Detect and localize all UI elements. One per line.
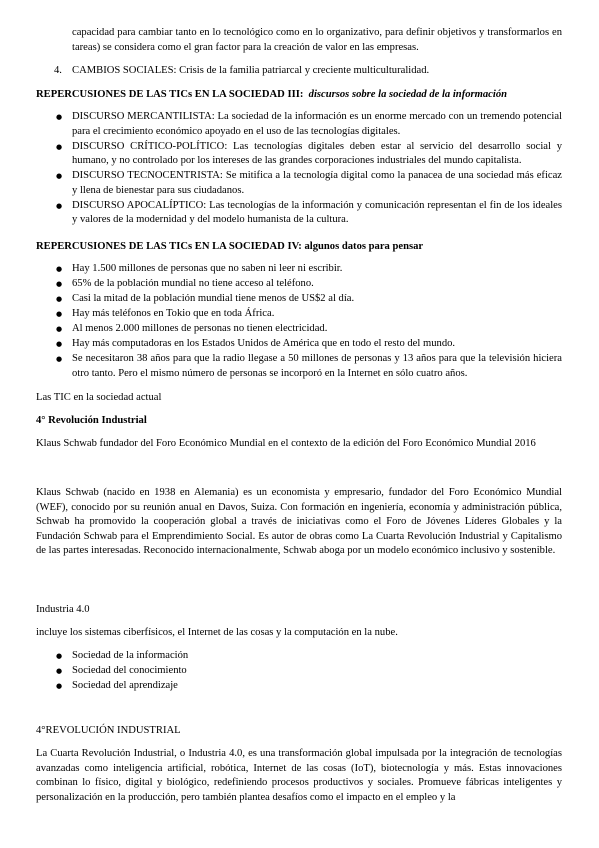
final-paragraph: La Cuarta Revolución Industrial, o Industria 4.0, es una transformación global impulsada por la integración de tecnologías avanzadas como inteligencia artificial, robótica, Internet de las cosas (IoT), biotecnología y más. Estas innovaciones combinan lo físico, digital y biológico, redefiniendo procesos productivos y sociales. Promueve fábricas inteligentes y personalización en la producción, pero también plantea desafíos como el impacto en el empleo y la	[36, 748, 562, 803]
list-item: ● Hay más computadoras en los Estados Unidos de América que en todo el resto del mundo.	[36, 337, 562, 352]
bullet-icon: ●	[56, 172, 63, 180]
heading-bold-part: REPERCUSIONES DE LAS TICs EN LA SOCIEDAD IV:	[36, 241, 302, 252]
heading-rest-part: algunos datos para pensar	[304, 241, 424, 252]
industria-label: Industria 4.0	[36, 604, 90, 615]
list-item: ● DISCURSO APOCALÍPTICO: Las tecnologías de la información y comunicación representan el fin de los ideales y valores de la modernidad y del modelo humanista de la cultura.	[56, 199, 562, 225]
revolution-heading-2: 4°REVOLUCIÓN INDUSTRIAL	[36, 725, 181, 736]
list-item: ● Sociedad del conocimiento	[36, 664, 562, 679]
list-item: ● Al menos 2.000 millones de personas no tienen electricidad.	[36, 322, 562, 337]
item-number: 4.	[54, 65, 62, 76]
bullet-icon: ●	[56, 113, 63, 121]
list-item: ● Se necesitaron 38 años para que la radio llegase a 50 millones de personas y 13 años para que la televisión hiciera otro tanto. Pero el mismo número de personas se incorporó en la Internet en sólo cuatro años.	[56, 353, 562, 379]
bullet-icon: ●	[56, 682, 63, 690]
continuation-paragraph: capacidad para cambiar tanto en lo tecnológico como en lo organizativo, para definir objetivos y transformarlos en tareas) se considera como el gran factor para la creación de valor en las empresas.	[72, 27, 562, 53]
list-item: ● Sociedad del aprendizaje	[36, 679, 562, 694]
industria-includes: incluye los sistemas ciberfísicos, el Internet de las cosas y la computación en la nube.	[36, 627, 398, 638]
bullet-icon: ●	[56, 310, 63, 318]
list-item: ● Hay 1.500 millones de personas que no saben ni leer ni escribir.	[36, 262, 562, 277]
bullet-icon: ●	[56, 142, 63, 151]
discourse-list	[36, 110, 562, 228]
list-item: ● DISCURSO TECNOCENTRISTA: Se mitifica a la tecnología digital como la panacea de una sociedad más eficaz y llena de bienestar para sus ciudadanos.	[56, 170, 562, 196]
facts-list	[36, 262, 562, 382]
bullet-icon: ●	[56, 280, 63, 288]
bullet-icon: ●	[56, 325, 63, 333]
list-item: ● Sociedad de la información	[36, 649, 562, 664]
schwab-caption: Klaus Schwab fundador del Foro Económico Mundial en el contexto de la edición del Foro Económico Mundial 2016	[36, 438, 536, 449]
bullet-icon: ●	[56, 201, 63, 210]
society-list	[36, 649, 562, 694]
section-heading-3	[36, 88, 507, 103]
list-item: ● Hay más teléfonos en Tokio que en toda África.	[36, 307, 562, 322]
numbered-item-4	[54, 64, 429, 79]
list-item: ● Casi la mitad de la población mundial tiene menos de US$2 al día.	[36, 292, 562, 307]
bullet-icon: ●	[56, 295, 63, 303]
list-item: ● DISCURSO CRÍTICO-POLÍTICO: Las tecnologías digitales deben estar al servicio del desarrollo social y humano, y no controlado por los intereses de las grandes corporaciones industriales del mundo capitalista.	[56, 140, 562, 166]
schwab-bio: Klaus Schwab (nacido en 1938 en Alemania) es un economista y empresario, fundador del Foro Económico Mundial (WEF), conocido por su reunión anual en Davos, Suiza. Con formación en ingeniería, economía y administración pública, Schwab ha promovido la cooperación global a través de iniciativas como el Foro de Jóvenes Líderes Globales y la Fundación Schwab para el Emprendimiento Social. Es autor de obras como La Cuarta Revolución Industrial y Capitalismo de las partes interesadas. Reconocido internacionalmente, Schwab aboga por un modelo económico inclusivo y sostenible.	[36, 487, 562, 556]
section-heading-4	[36, 240, 423, 255]
heading-italic-part: discursos sobre la sociedad de la información	[308, 89, 508, 100]
bullet-icon: ●	[56, 652, 63, 660]
bullet-icon: ●	[56, 340, 63, 348]
list-item: ● DISCURSO MERCANTILISTA: La sociedad de la información es un enorme mercado con un tremendo potencial para el crecimiento económico apoyado en el uso de las tecnologías digitales.	[56, 111, 562, 137]
bullet-icon: ●	[56, 667, 63, 675]
bullet-icon: ●	[56, 355, 63, 363]
list-item: ● 65% de la población mundial no tiene acceso al teléfono.	[36, 277, 562, 292]
heading-bold-part: REPERCUSIONES DE LAS TICs EN LA SOCIEDAD III:	[36, 89, 304, 100]
revolution-heading: 4° Revolución Industrial	[36, 415, 147, 426]
bullet-icon: ●	[56, 265, 63, 273]
tic-label: Las TIC en la sociedad actual	[36, 392, 162, 403]
item-text: CAMBIOS SOCIALES: Crisis de la familia patriarcal y creciente multiculturalidad.	[72, 65, 430, 76]
